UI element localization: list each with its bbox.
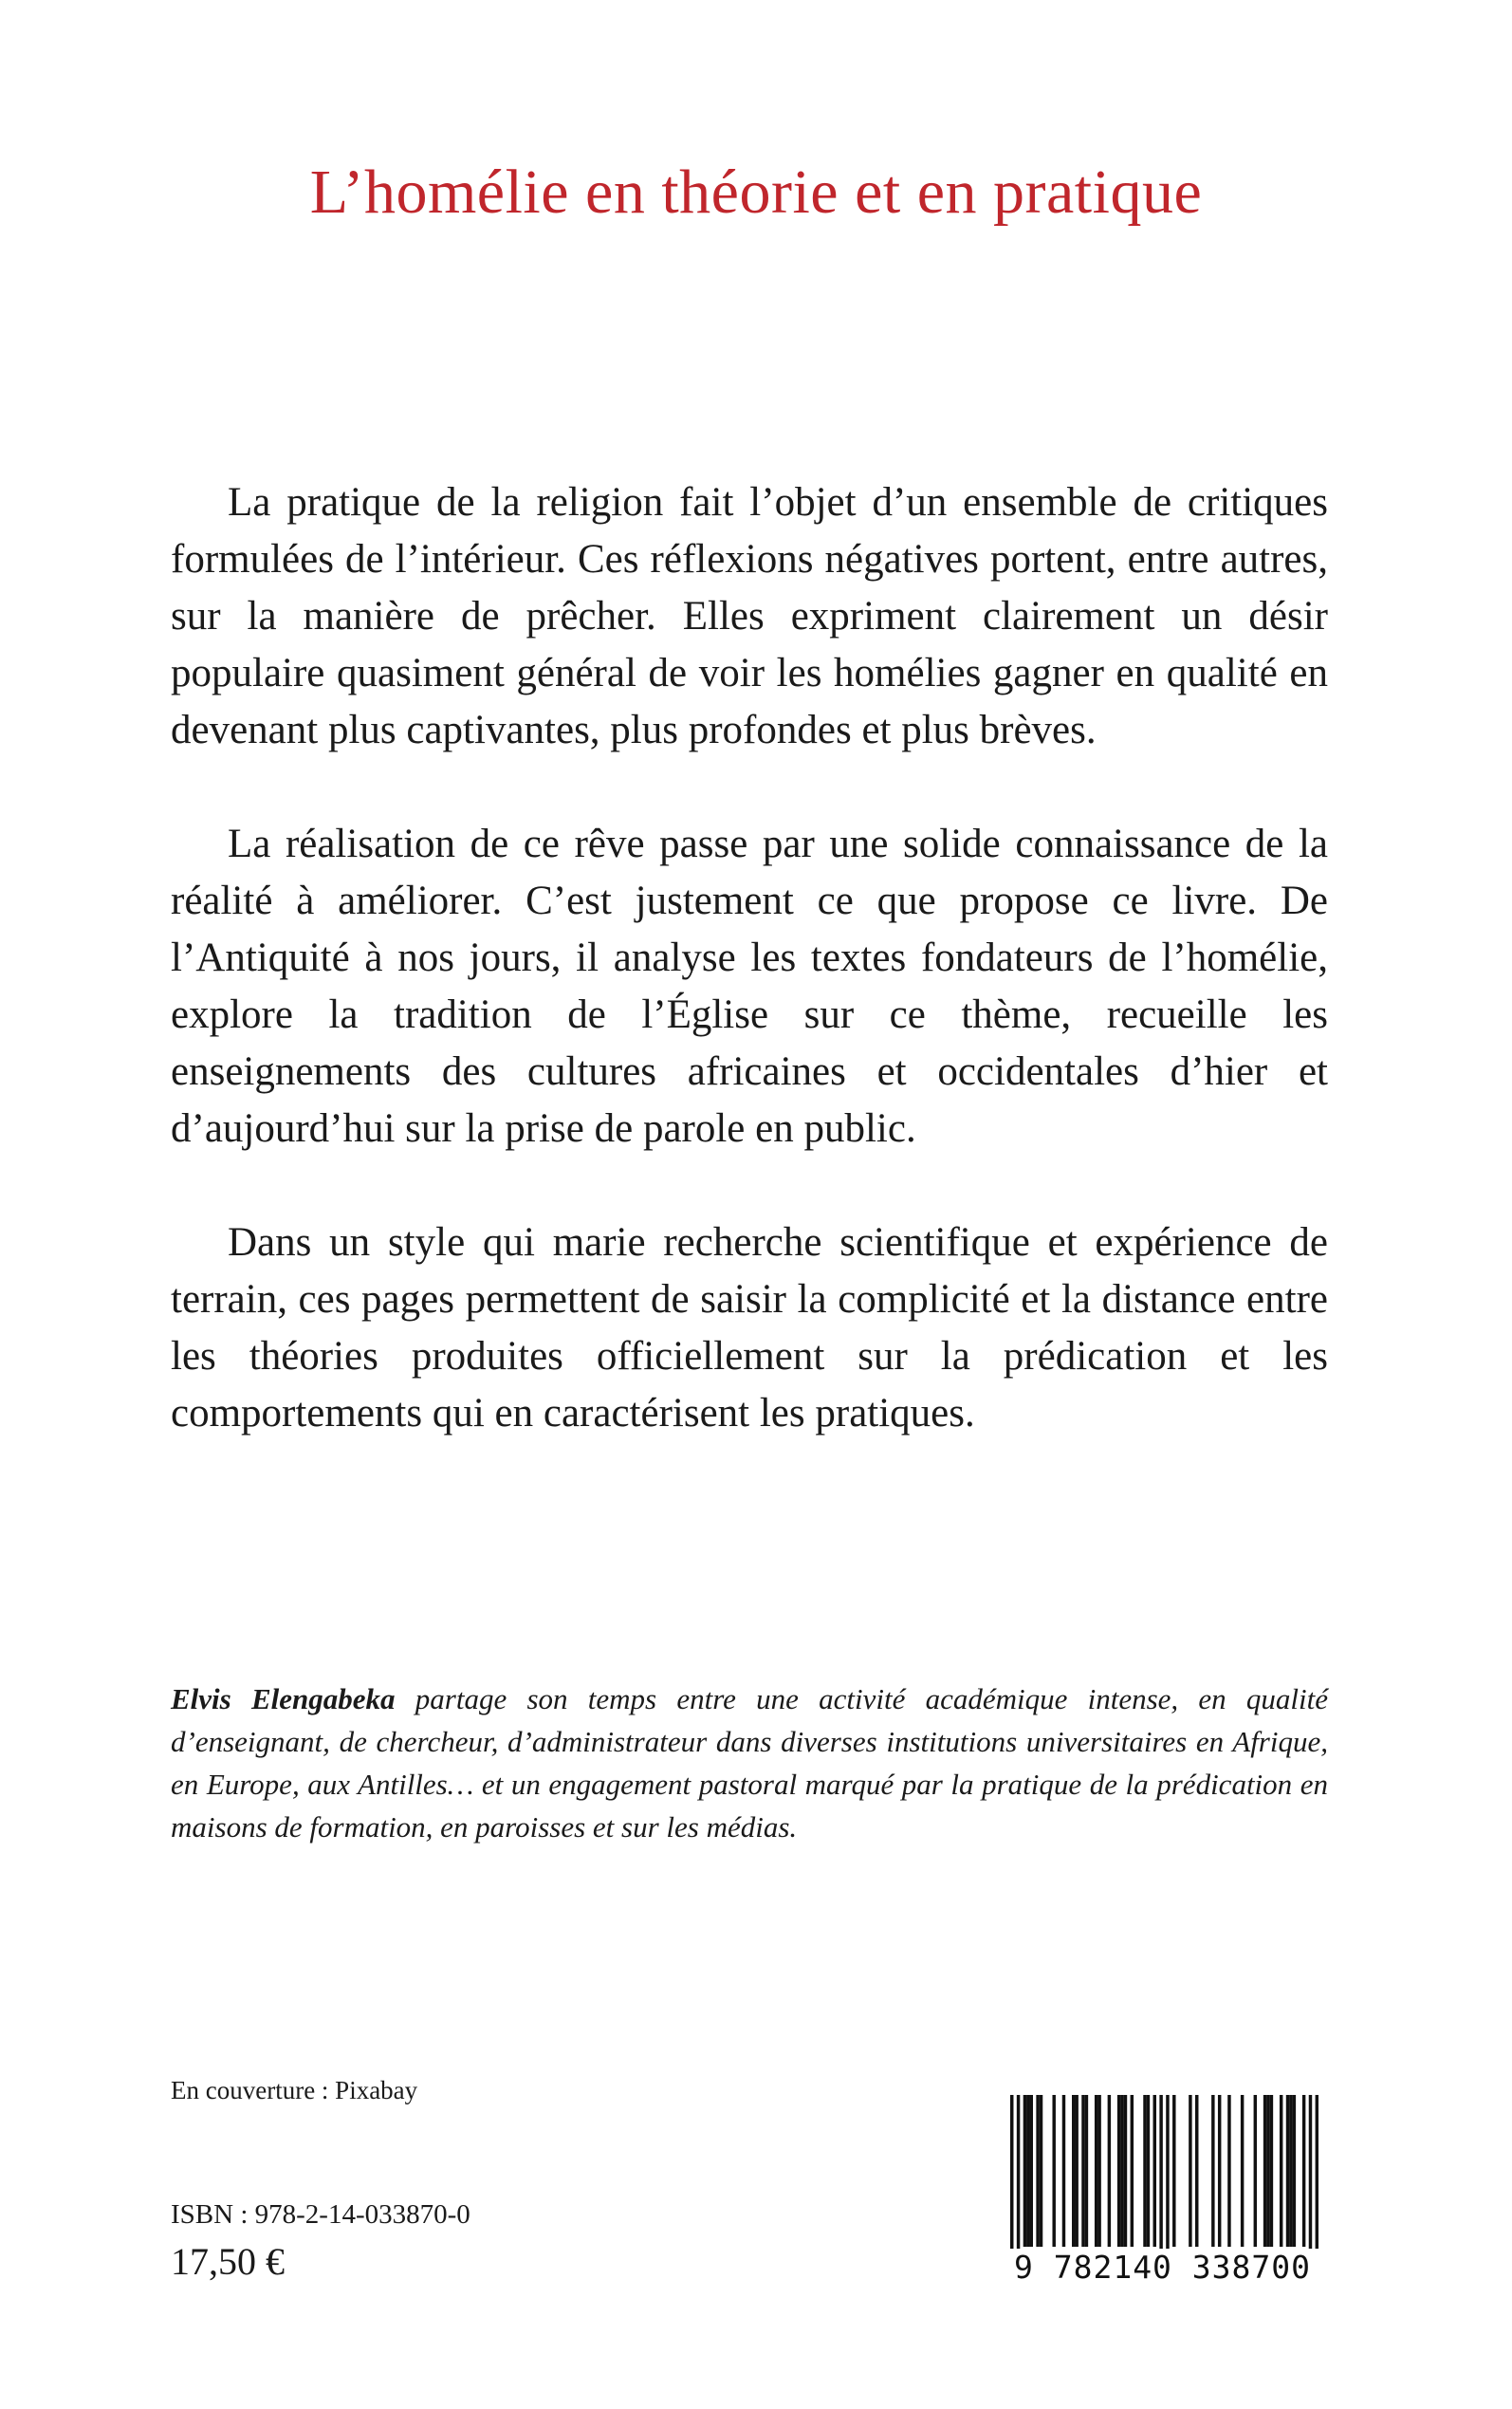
blurb-paragraph-3: Dans un style qui marie recherche scientifique et expérience de terrain, ces pages permettent de saisir la complicité et la distance entre les théories produites officiellement sur la prédication et les comportements qui en caractérisent les pratiques. <box>171 1220 1328 1436</box>
barcode-bar <box>1081 2095 1084 2247</box>
barcode-bar <box>1117 2095 1120 2247</box>
barcode-bar <box>1026 2095 1029 2247</box>
barcode-bar <box>1166 2095 1169 2256</box>
barcode-bar <box>1010 2095 1013 2256</box>
barcode-bar <box>1195 2095 1198 2247</box>
barcode-bar <box>1095 2095 1097 2247</box>
barcode-bar <box>1263 2095 1266 2247</box>
barcode-bar <box>1017 2095 1020 2256</box>
barcode-bar <box>1040 2095 1042 2247</box>
barcode-bar <box>1280 2095 1282 2247</box>
barcode-bar <box>1302 2095 1305 2247</box>
barcode-bar <box>1289 2095 1292 2247</box>
barcode-bar <box>1131 2095 1134 2247</box>
barcode-bar <box>1241 2095 1244 2247</box>
barcode-bar <box>1153 2095 1156 2247</box>
barcode-bar <box>1270 2095 1273 2247</box>
blurb <box>171 474 1328 1499</box>
author-name: Elvis Elengabeka <box>171 1682 396 1715</box>
blurb-paragraph-1: La pratique de la religion fait l’objet d’un ensemble de critiques formulées de l’intérieur. Ces réflexions négatives portent, entre autres, sur la manière de prêcher. Elles expriment clairement un désir populaire quasiment général de voir les homélies gagner en qualité en devenant plus captivantes, plus profondes et plus brèves. <box>171 480 1328 752</box>
author-bio-text: partage son temps entre une activité académique intense, en qualité d’enseignant, de chercheur, d’administrateur dans diverses institutions universitaires en Afrique, en Europe, aux Antilles… et un engagement pastoral marqué par la pratique de la prédication en maisons de formation, en paroisses et sur les médias. <box>171 1682 1328 1844</box>
barcode-bar <box>1124 2095 1127 2247</box>
isbn: ISBN : 978-2-14-033870-0 <box>171 2199 470 2230</box>
barcode-bar <box>1159 2095 1162 2256</box>
barcode <box>1010 2095 1318 2266</box>
cover-credit: En couverture : Pixabay <box>171 2076 418 2104</box>
author-bio <box>171 1677 1328 1848</box>
barcode-bar <box>1097 2095 1100 2247</box>
barcode-bar <box>1189 2095 1191 2247</box>
price: 17,50 € <box>171 2240 285 2283</box>
barcode-bar <box>1293 2095 1296 2247</box>
barcode-bars <box>1010 2095 1318 2256</box>
barcode-bar <box>1120 2095 1123 2247</box>
barcode-bar <box>1036 2095 1039 2247</box>
barcode-bar <box>1062 2095 1065 2247</box>
barcode-bar <box>1030 2095 1033 2247</box>
barcode-bar <box>1309 2095 1312 2256</box>
barcode-bar <box>1143 2095 1146 2247</box>
barcode-bar <box>1108 2095 1111 2247</box>
barcode-bar <box>1266 2095 1269 2247</box>
barcode-bar <box>1227 2095 1230 2247</box>
barcode-bar <box>1286 2095 1289 2247</box>
barcode-bar <box>1052 2095 1055 2247</box>
barcode-digits: 9 782140 338700 <box>1004 2249 1321 2286</box>
barcode-bar <box>1072 2095 1075 2247</box>
barcode-bar <box>1254 2095 1257 2247</box>
barcode-bar <box>1023 2095 1026 2247</box>
barcode-bar <box>1211 2095 1214 2247</box>
barcode-bar <box>1147 2095 1150 2247</box>
book-title: L’homélie en théorie et en pratique <box>309 158 1203 227</box>
blurb-paragraph-2: La réalisation de ce rêve passe par une solide connaissance de la réalité à améliorer. C’est justement ce que propose ce livre. De l’Antiquité à nos jours, il analyse les textes fondateurs de l’homélie, explore la tradition de l’Église sur ce thème, recueille les enseignements des cultures africaines et occidentales d’hier et d’aujourd’hui sur la prise de parole en public. <box>171 822 1328 1151</box>
barcode-bar <box>1218 2095 1221 2247</box>
barcode-bar <box>1316 2095 1318 2256</box>
barcode-bar <box>1172 2095 1175 2247</box>
barcode-bar <box>1085 2095 1088 2247</box>
barcode-bar <box>1075 2095 1078 2247</box>
